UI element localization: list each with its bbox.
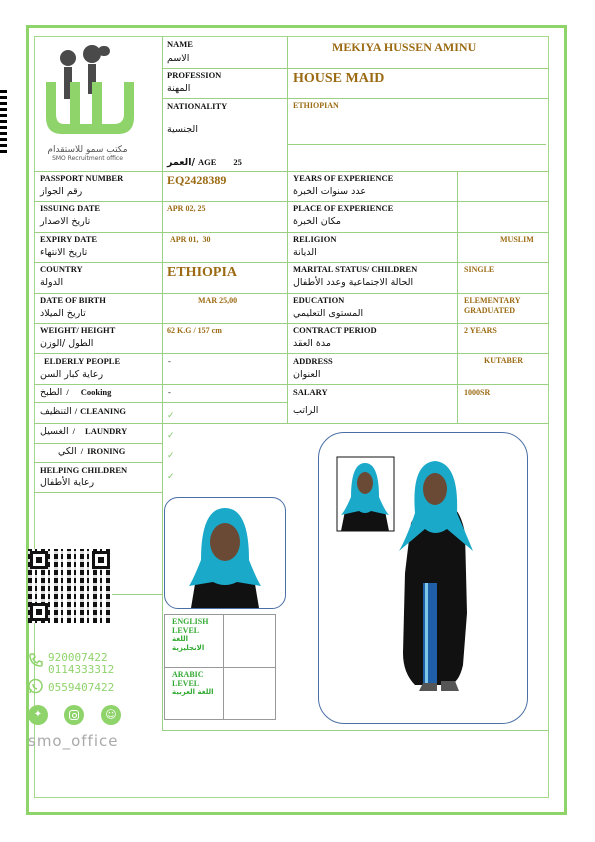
passport-label: PASSPORT NUMBER — [40, 173, 124, 183]
cooking-sep: / — [66, 387, 69, 397]
expiry-label-ar: تاريخ الانتهاء — [40, 247, 88, 258]
dob-label-ar: تاريخ الميلاد — [40, 308, 86, 319]
arabic-level-ar: اللغة العربية — [172, 688, 214, 696]
address-label-ar: العنوان — [293, 369, 321, 380]
arabic-level-word2: LEVEL — [172, 679, 200, 688]
address-value: KUTABER — [484, 356, 523, 365]
arabic-level-word: ARABIC — [172, 670, 204, 679]
expiry-label: EXPIRY DATE — [40, 234, 98, 244]
elderly-label: ELDERLY PEOPLE — [44, 356, 121, 366]
contract-label: CONTRACT PERIOD — [293, 325, 377, 335]
laundry-check-icon: ✓ — [167, 431, 175, 441]
education-label: EDUCATION — [293, 295, 345, 305]
weight-label-ar: الطول /الوزن — [40, 338, 94, 349]
full-body-photo — [318, 432, 528, 724]
profession-label: PROFESSION — [167, 70, 222, 80]
contract-value: 2 YEARS — [464, 326, 497, 335]
cooking-label-ar: الطبخ — [40, 387, 63, 398]
helping-check-icon: ✓ — [167, 472, 175, 482]
place-exp-label: PLACE OF EXPERIENCE — [293, 203, 394, 213]
helping-label: HELPING CHILDREN — [40, 465, 128, 475]
cooking-value: - — [168, 387, 171, 397]
ironing-row — [40, 446, 125, 457]
religion-label-ar: الديانة — [293, 247, 317, 258]
weight-value: 62 K.G / 157 cm — [167, 326, 222, 335]
education-label-ar: المستوى التعليمي — [293, 308, 364, 319]
logo-arabic-text: مكتب سمو للاستقدام — [47, 145, 128, 155]
english-level-word2: LEVEL — [172, 626, 200, 635]
religion-value: MUSLIM — [500, 235, 534, 244]
phone2-text[interactable]: 0114333312 — [48, 663, 115, 676]
expiry-value: APR 01, 30 — [170, 235, 211, 244]
logo-mark-icon — [40, 42, 160, 142]
profession-value: HOUSE MAID — [293, 71, 385, 86]
name-value: MEKIYA HUSSEN AMINU — [332, 40, 477, 54]
portrait-photo — [164, 497, 286, 609]
english-level-label — [172, 617, 220, 653]
religion-label: RELIGION — [293, 234, 337, 244]
cleaning-label-ar: التنظيف — [40, 406, 72, 417]
portrait-figure-icon — [165, 498, 285, 608]
nationality-value: ETHIOPIAN — [293, 101, 339, 110]
issuing-label: ISSUING DATE — [40, 203, 101, 213]
ironing-sep: / — [80, 446, 84, 456]
whatsapp-text[interactable]: 0559407422 — [48, 681, 115, 694]
age-row — [167, 157, 242, 168]
dob-value: MAR 25,00 — [198, 296, 238, 305]
english-level-ar: اللغة الانجليزية — [172, 635, 205, 652]
full-body-figure-icon — [319, 433, 527, 723]
ironing-label-ar: الكي — [58, 446, 77, 457]
cleaning-label: CLEANING — [80, 406, 126, 416]
cleaning-check-icon: ✓ — [167, 411, 175, 421]
laundry-label: LAUNDRY — [85, 426, 128, 436]
cooking-row — [40, 387, 111, 398]
country-value: ETHIOPIA — [167, 265, 238, 280]
country-label-ar: الدولة — [40, 277, 64, 288]
phone-icon — [28, 652, 44, 668]
contract-label-ar: مدة العقد — [293, 338, 331, 349]
marital-label: MARITAL STATUS/ CHILDREN — [293, 264, 418, 274]
age-label-ar: العمر/ — [167, 157, 195, 168]
elderly-label-ar: رعاية كبار السن — [40, 369, 104, 380]
education-value: ELEMENTARY GRADUATED — [464, 296, 521, 315]
whatsapp-icon — [27, 678, 44, 695]
side-code-mark — [0, 90, 7, 156]
issuing-value: APR 02, 25 — [167, 204, 206, 213]
years-exp-label-ar: عدد سنوات الخبرة — [293, 186, 366, 197]
dob-label: DATE OF BIRTH — [40, 295, 106, 305]
english-level-word: ENGLISH — [172, 617, 209, 626]
issuing-label-ar: تاريخ الاصدار — [40, 216, 91, 227]
salary-value: 1000SR — [464, 388, 491, 397]
passport-label-ar: رقم الجواز — [40, 186, 83, 197]
cleaning-row — [40, 406, 126, 417]
profession-label-ar: المهنة — [167, 83, 191, 94]
cleaning-sep: / — [74, 406, 78, 416]
salary-label-ar: الراتب — [293, 405, 319, 416]
ironing-label: IRONING — [87, 446, 126, 456]
age-value: 25 — [233, 157, 242, 167]
laundry-label-ar: الغسيل — [40, 426, 69, 437]
name-label-ar: الاسم — [167, 53, 190, 64]
laundry-sep: / — [72, 426, 76, 436]
marital-label-ar: الحالة الاجتماعية وعدد الأطفال — [293, 277, 414, 288]
salary-label: SALARY — [293, 387, 328, 397]
social-handle[interactable]: smo_office — [28, 732, 119, 750]
nationality-label-ar: الجنسية — [167, 124, 198, 135]
instagram-icon[interactable] — [64, 705, 84, 725]
weight-label: WEIGHT/ HEIGHT — [40, 325, 116, 335]
country-label: COUNTRY — [40, 264, 83, 274]
nationality-label: NATIONALITY — [167, 101, 228, 111]
name-label: NAME — [167, 39, 193, 49]
qr-code — [28, 549, 112, 623]
logo — [40, 42, 160, 167]
cooking-label: Cooking — [80, 387, 112, 397]
marital-value: SINGLE — [464, 265, 495, 274]
elderly-value: - — [168, 356, 171, 366]
ironing-check-icon: ✓ — [167, 451, 175, 461]
phone1-text[interactable]: 920007422 — [48, 651, 108, 664]
years-exp-label: YEARS OF EXPERIENCE — [293, 173, 394, 183]
age-label: AGE — [197, 157, 217, 167]
place-exp-label-ar: مكان الخبرة — [293, 216, 341, 227]
snapchat-icon[interactable]: ☺ — [101, 705, 121, 725]
passport-value: EQ2428389 — [167, 173, 227, 187]
laundry-row — [40, 426, 127, 437]
helping-label-ar: رعاية الأطفال — [40, 477, 95, 488]
arabic-level-label — [172, 670, 214, 697]
logo-english-text: SMO Recruitment office — [52, 155, 123, 162]
twitter-icon[interactable]: ✦ — [28, 705, 48, 725]
address-label: ADDRESS — [293, 356, 333, 366]
